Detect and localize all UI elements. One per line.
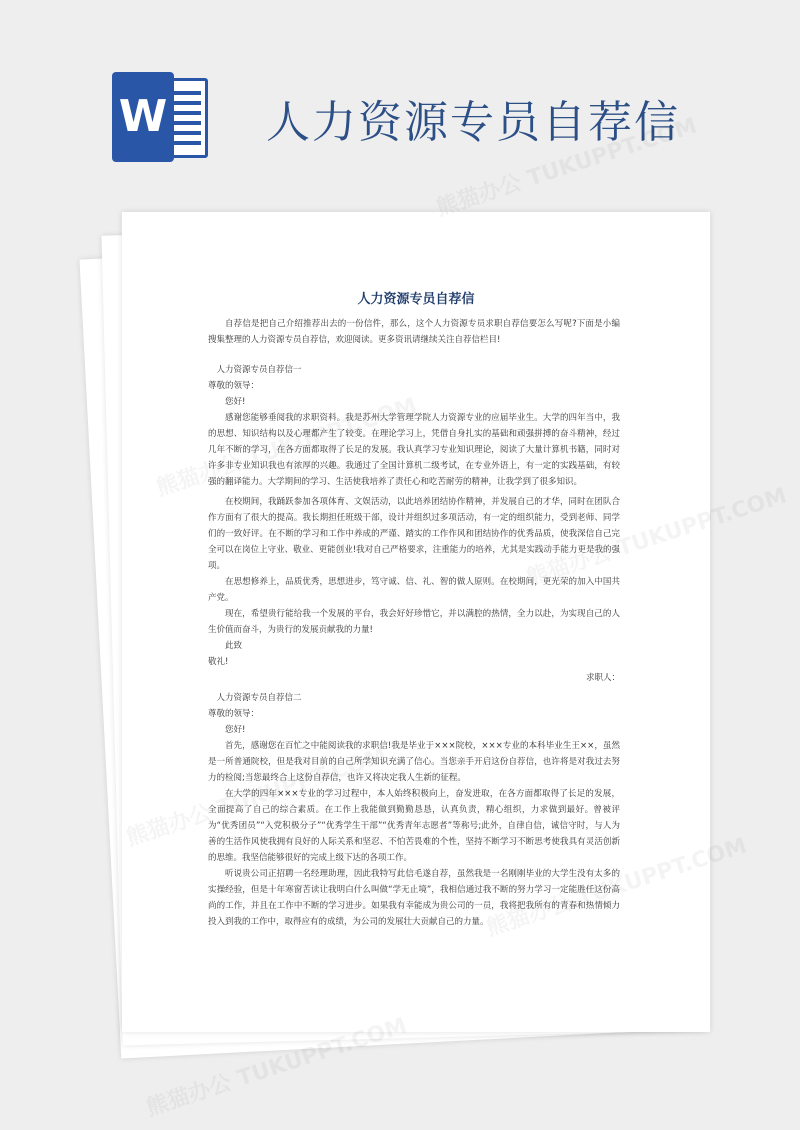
letter2-salutation: 尊敬的领导： [208,709,260,719]
letter2-paragraph-1: 首先，感谢您在百忙之中能阅读我的求职信!我是毕业于×××院校，×××专业的本科毕业生王××，虽然是一所普通院校，但是我对目前的自己所学知识充满了信心。当您亲手开启这份自荐信，也许将是对我过去努力的检阅;当您最终合上这份自荐信，也许又将决定我人生新的征程。 [208,741,620,783]
letter1-heading: 人力资源专员自荐信一 [216,365,302,375]
word-letter-tile: W [112,72,174,162]
document-page [122,212,710,1032]
intro-paragraph: 自荐信是把自己介绍推荐出去的一份信件，那么，这个人力资源专员求职自荐信要怎么写呢?下面是小编搜集整理的人力资源专员自荐信，欢迎阅读。更多资讯请继续关注自荐信栏目! [208,319,620,345]
letter2-paragraph-2: 在大学的四年×××专业的学习过程中，本人始终积极向上，奋发进取，在各方面都取得了长足的发展，全面提高了自己的综合素质。在工作上我能做到勤勤恳恳，认真负责，精心组织，力求做到最好。曾被评为“优秀团员”“入党积极分子”“优秀学生干部”“优秀青年志愿者”等称号;此外，自律自信，诚信守时，与人为善的生活作风使我拥有良好的人际关系和坚忍、不怕苦畏难的个性，坚持不断学习不断思考使我具有灵活创新的思维。我坚信能够很好的完成上级下达的各项工作。 [208,789,620,863]
letter1-paragraph-4: 现在，希望贵行能给我一个发展的平台，我会好好珍惜它，并以满腔的热情，全力以赴，为实现自己的人生价值而奋斗，为贵行的发展贡献我的力量! [208,609,620,635]
letter2-heading: 人力资源专员自荐信二 [216,693,302,703]
letter2-greeting: 您好! [225,725,246,735]
letter1-paragraph-3: 在思想修养上，品质优秀，思想进步，笃守诚、信、礼、智的做人原则。在校期间，更光荣的加入中国共产党。 [208,577,620,603]
letter1-salutation: 尊敬的领导： [208,381,260,391]
letter1-closing-1: 此致 [225,641,243,651]
letter1-signature: 求职人： [585,673,620,683]
document-body [208,316,620,930]
word-document-icon [112,72,212,162]
letter1-greeting: 您好! [225,397,246,407]
page-title: 人力资源专员自荐信 [266,97,680,148]
letter1-closing-2: 敬礼! [208,657,229,667]
letter1-paragraph-2: 在校期间，我踊跃参加各项体育、文娱活动，以此培养团结协作精神，并发展自己的才华，同时在团队合作方面有了很大的提高。我长期担任班级干部，设计并组织过多项活动，有一定的组织能力，受到老师、同学们的一致好评。在不断的学习和工作中养成的严谨、踏实的工作作风和团结协作的优秀品质，使我深信自己完全可以在岗位上守业、敬业、更能创业!我对自己严格要求，注重能力的培养，尤其是实践动手能力更是我的强项。 [208,497,620,571]
document-title: 人力资源专员自荐信 [357,292,475,307]
page-header [0,0,800,200]
letter1-paragraph-1: 感谢您能够垂阅我的求职资料。我是苏州大学管理学院人力资源专业的应届毕业生。大学的四年当中，我的思想、知识结构以及心理都产生了较变。在理论学习上，凭借自身扎实的基础和顽强拼搏的奋斗精神，经过几年不断的学习，在各方面都取得了长足的发展。我认真学习专业知识理论，阅读了大量计算机书籍，同时对许多非专业知识我也有浓厚的兴趣。我通过了全国计算机二级考试，在专业外语上，有一定的实践基础，有较强的翻译能力。大学期间的学习、生活使我培养了责任心和吃苦耐劳的精神，让我学到了很多知识。 [208,413,620,487]
letter2-paragraph-3: 听说贵公司正招聘一名经理助理，因此我特写此信毛遂自荐，虽然我是一名刚刚毕业的大学生没有太多的实操经验，但是十年寒窗苦读让我明白什么叫做“学无止境”，我相信通过我不断的努力学习一定能胜任这份高尚的工作，并且在工作中不断的学习进步。如果我有幸能成为贵公司的一员，我将把我所有的青春和热情倾力投入到我的工作中，取得应有的成绩，为公司的发展壮大贡献自己的力量。 [208,869,620,927]
